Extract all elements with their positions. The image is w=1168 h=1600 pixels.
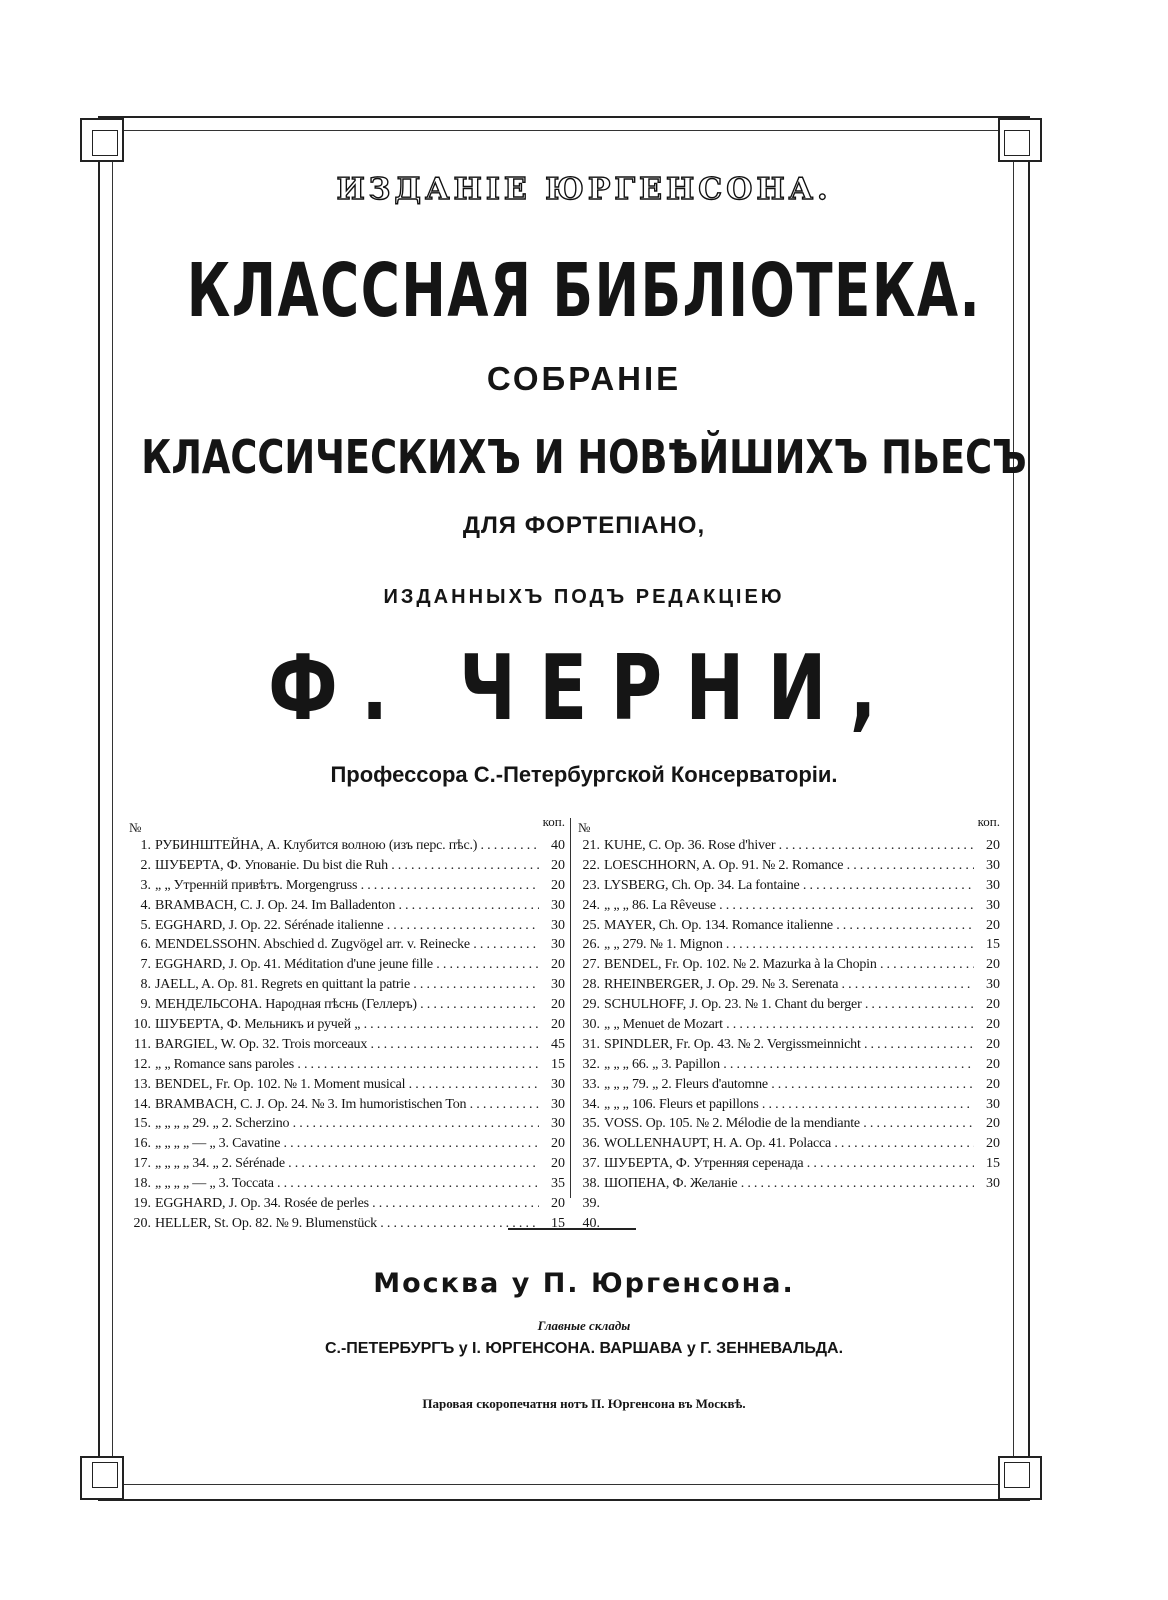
- catalog-number: 24.: [582, 897, 600, 913]
- catalog-price: 20: [976, 1035, 1000, 1055]
- catalog-number: 33.: [582, 1076, 600, 1092]
- catalog-row: [125, 995, 567, 1015]
- catalog-price: 35: [541, 1174, 565, 1194]
- catalog-row: [574, 1194, 1002, 1214]
- catalog-price: 20: [976, 1055, 1000, 1075]
- catalog-number: 18.: [133, 1176, 151, 1192]
- catalog-number: 20.: [133, 1215, 151, 1231]
- catalog-number: 37.: [582, 1156, 600, 1172]
- catalog-title: EGGHARD, J. Op. 22. Sérénade italienne . . .: [155, 916, 539, 936]
- catalog-row: [125, 1154, 567, 1174]
- catalog-number: 25.: [582, 917, 600, 933]
- catalog-number: 3.: [140, 877, 151, 893]
- catalog-price: 20: [976, 955, 1000, 975]
- catalog-price: 20: [541, 1134, 565, 1154]
- catalog-row: [125, 955, 567, 975]
- catalog-row: [574, 1134, 1002, 1154]
- catalog-row: [574, 1095, 1002, 1115]
- catalog-price: 20: [976, 916, 1000, 936]
- catalog-row: [125, 935, 567, 955]
- catalog-price: 30: [541, 1095, 565, 1115]
- catalog-title: KUHE, C. Op. 36. Rose d'hiver . . .: [604, 836, 974, 856]
- catalog-title: HELLER, St. Op. 82. № 9. Blumenstück . . .: [155, 1214, 539, 1234]
- catalog-title: BENDEL, Fr. Op. 102. № 2. Mazurka à la Chopin . . .: [604, 955, 974, 975]
- catalog-price: 20: [976, 1114, 1000, 1134]
- catalog-number: 13.: [133, 1076, 151, 1092]
- catalog-row: [574, 1174, 1002, 1194]
- edited-by-line: ИЗДАННЫХЪ ПОДЪ РЕДАКЦІЕЮ: [383, 586, 785, 608]
- catalog-row: [125, 1075, 567, 1095]
- catalog-number: 32.: [582, 1056, 600, 1072]
- catalog-price: 30: [541, 975, 565, 995]
- catalog-price: 30: [541, 1075, 565, 1095]
- corner-ornament-top-left: [80, 118, 132, 170]
- catalog-number: 38.: [582, 1176, 600, 1192]
- catalog-price: 20: [976, 1015, 1000, 1035]
- catalog-price: 30: [976, 876, 1000, 896]
- catalog-row: [125, 856, 567, 876]
- catalog-title: SCHULHOFF, J. Op. 23. № 1. Chant du berger . . .: [604, 995, 974, 1015]
- catalog-row: [125, 876, 567, 896]
- catalog-row: [574, 1214, 1002, 1234]
- catalog-row: [125, 1015, 567, 1035]
- catalog-number: 40.: [582, 1215, 600, 1231]
- catalog-title: „ „ Romance sans paroles . . .: [155, 1055, 539, 1075]
- catalog-number: 7.: [140, 957, 151, 973]
- catalog-row: [574, 935, 1002, 955]
- catalog-title: RHEINBERGER, J. Op. 29. № 3. Serenata . . .: [604, 975, 974, 995]
- catalog-price: 15: [976, 1154, 1000, 1174]
- catalog-number: 19.: [133, 1196, 151, 1212]
- number-header: №: [578, 820, 591, 835]
- catalog-number: 34.: [582, 1096, 600, 1112]
- catalog-title: МЕНДЕЛЬСОНА. Народная пѣснь (Геллеръ) . . .: [155, 995, 539, 1015]
- catalog-number: 9.: [140, 997, 151, 1013]
- printer-line: Паровая скоропечатня нотъ П. Юргенсона въ Москвѣ.: [422, 1396, 746, 1411]
- catalog-price: 20: [976, 836, 1000, 856]
- catalog-price: 30: [976, 896, 1000, 916]
- catalog-title: РУБИНШТЕЙНА, А. Клубится волною (изъ перс. пѣс.) . . .: [155, 836, 539, 856]
- catalog-row: [574, 1154, 1002, 1174]
- catalog-column-right: [574, 812, 1002, 1234]
- separator-rule: [508, 1228, 636, 1230]
- catalog-title: LOESCHHORN, A. Op. 91. № 2. Romance . . .: [604, 856, 974, 876]
- catalog-number: 11.: [134, 1036, 151, 1052]
- catalog-number: 8.: [140, 977, 151, 993]
- catalog-price: 20: [541, 955, 565, 975]
- catalog-row: [574, 1015, 1002, 1035]
- catalog-title: „ „ „ 79. „ 2. Fleurs d'automne . . .: [604, 1075, 974, 1095]
- catalog-number: 6.: [140, 937, 151, 953]
- catalog-row: [125, 896, 567, 916]
- catalog-title: MENDELSSOHN. Abschied d. Zugvögel arr. v. Reinecke . . .: [155, 935, 539, 955]
- catalog-price: 30: [976, 1095, 1000, 1115]
- catalog-title: SPINDLER, Fr. Op. 43. № 2. Vergissmeinnicht . . .: [604, 1035, 974, 1055]
- catalog-number: 23.: [582, 877, 600, 893]
- catalog-row: [574, 1035, 1002, 1055]
- catalog-price: 20: [541, 1194, 565, 1214]
- catalog-price: 15: [541, 1214, 565, 1234]
- catalog-title: „ „ „ „ — „ 3. Cavatine . . .: [155, 1134, 539, 1154]
- catalog-list-left: [125, 836, 567, 1234]
- catalog-row: [574, 975, 1002, 995]
- catalog-title: „ „ Утренній привѣтъ. Morgengruss . . .: [155, 876, 539, 896]
- catalog-price: 20: [541, 856, 565, 876]
- catalog-number: 30.: [582, 1017, 600, 1033]
- catalog-number: 22.: [582, 857, 600, 873]
- page-title: КЛАССНАЯ БИБЛІОТЕКА.: [186, 248, 982, 334]
- catalog-title: BARGIEL, W. Op. 32. Trois morceaux . . .: [155, 1035, 539, 1055]
- catalog-title: ШУБЕРТА, Ф. Упованіе. Du bist die Ruh . . .: [155, 856, 539, 876]
- catalog-row: [125, 916, 567, 936]
- catalog-title: EGGHARD, J. Op. 34. Rosée de perles . . .: [155, 1194, 539, 1214]
- catalog-title: VOSS. Op. 105. № 2. Mélodie de la mendiante . . .: [604, 1114, 974, 1134]
- catalog-number: 35.: [582, 1116, 600, 1132]
- catalog-price: 30: [541, 896, 565, 916]
- catalog-title: JAELL, A. Op. 81. Regrets en quittant la patrie . . .: [155, 975, 539, 995]
- catalog-number: 1.: [140, 838, 151, 853]
- catalog-row: [574, 955, 1002, 975]
- catalog-list-right: [574, 836, 1002, 1234]
- catalog-number: 15.: [133, 1116, 151, 1132]
- publisher-city: Москва у П. Юргенсона.: [373, 1268, 795, 1299]
- catalog-price: 30: [976, 1174, 1000, 1194]
- catalog-number: 28.: [582, 977, 600, 993]
- catalog-number: 17.: [133, 1156, 151, 1172]
- catalog-number: 31.: [582, 1036, 600, 1052]
- catalog-title: „ „ „ „ 34. „ 2. Sérénade . . .: [155, 1154, 539, 1174]
- catalog-title: „ „ „ „ — „ 3. Toccata . . .: [155, 1174, 539, 1194]
- catalog-column-left: [125, 812, 567, 1234]
- catalog-row: [574, 1055, 1002, 1075]
- catalog-row: [574, 876, 1002, 896]
- warehouses-label: Главные склады: [537, 1318, 631, 1333]
- catalog-title: „ „ „ 66. „ 3. Papillon . . .: [604, 1055, 974, 1075]
- catalog-title: ШОПЕНА, Ф. Желаніе . . .: [604, 1174, 974, 1194]
- catalog-row: [574, 916, 1002, 936]
- catalog-row: [125, 1035, 567, 1055]
- catalog-number: 12.: [133, 1056, 151, 1072]
- catalog-price: 20: [976, 1134, 1000, 1154]
- catalog-row: [125, 1174, 567, 1194]
- corner-ornament-top-right: [990, 118, 1042, 170]
- catalog-number: 21.: [582, 838, 600, 853]
- catalog-title: „ „ 279. № 1. Mignon . . .: [604, 935, 974, 955]
- catalog-row: [574, 896, 1002, 916]
- catalog-number: 29.: [582, 997, 600, 1013]
- catalog-price: 40: [541, 836, 565, 856]
- catalog-number: 27.: [582, 957, 600, 973]
- subtitle-instrument: ДЛЯ ФОРТЕПІАНО,: [462, 512, 706, 539]
- catalog-title: „ „ „ 86. La Rêveuse . . .: [604, 896, 974, 916]
- catalog-row: [125, 1114, 567, 1134]
- catalog-row: [125, 975, 567, 995]
- catalog-number: 4.: [140, 897, 151, 913]
- catalog-price: 30: [541, 916, 565, 936]
- catalog-header: [125, 812, 567, 836]
- catalog-price: 45: [541, 1035, 565, 1055]
- branch-locations: С.-ПЕТЕРБУРГЪ у I. ЮРГЕНСОНА. ВАРШАВА у Г. ЗЕННЕВАЛЬДА.: [324, 1340, 844, 1357]
- number-header: №: [129, 820, 142, 835]
- catalog-row: [574, 1114, 1002, 1134]
- catalog-title: „ „ Menuet de Mozart . . .: [604, 1015, 974, 1035]
- catalog-number: 2.: [140, 857, 151, 873]
- catalog-row: [574, 836, 1002, 856]
- catalog-row: [125, 1055, 567, 1075]
- catalog-price: 30: [976, 856, 1000, 876]
- catalog-title: „ „ „ 106. Fleurs et papillons . . .: [604, 1095, 974, 1115]
- catalog-row: [125, 1134, 567, 1154]
- catalog-price: 30: [976, 975, 1000, 995]
- subtitle-collection: СОБРАНІЕ: [486, 360, 682, 397]
- column-divider: [570, 818, 571, 1198]
- catalog-row: [125, 836, 567, 856]
- catalog-price: 15: [541, 1055, 565, 1075]
- catalog-price: 30: [541, 935, 565, 955]
- catalog-number: 16.: [133, 1136, 151, 1152]
- catalog-row: [574, 1075, 1002, 1095]
- catalog-title: ШУБЕРТА, Ф. Мельникъ и ручей „ . . .: [155, 1015, 539, 1035]
- catalog-number: 10.: [133, 1017, 151, 1033]
- catalog-title: LYSBERG, Ch. Op. 34. La fontaine . . .: [604, 876, 974, 896]
- corner-ornament-bottom-right: [990, 1448, 1042, 1500]
- catalog-price: 20: [541, 1154, 565, 1174]
- catalog-title: BRAMBACH, C. J. Op. 24. № 3. Im humoristischen Ton . . .: [155, 1095, 539, 1115]
- catalog-number: 39.: [582, 1196, 600, 1212]
- editor-name: Ф. ЧЕРНИ,: [268, 636, 900, 741]
- catalog-number: 36.: [582, 1136, 600, 1152]
- catalog-title: BRAMBACH, C. J. Op. 24. Im Balladenton . . .: [155, 896, 539, 916]
- catalog-price: 20: [541, 876, 565, 896]
- catalog-row: [125, 1214, 567, 1234]
- catalog-price: 20: [976, 1075, 1000, 1095]
- catalog-row: [574, 856, 1002, 876]
- catalog-row: [574, 995, 1002, 1015]
- catalog-price: 30: [541, 1114, 565, 1134]
- catalog-title: EGGHARD, J. Op. 41. Méditation d'une jeune fille . . .: [155, 955, 539, 975]
- catalog-row: [125, 1194, 567, 1214]
- catalog-title: WOLLENHAUPT, H. A. Op. 41. Polacca . . .: [604, 1134, 974, 1154]
- catalog-title: MAYER, Ch. Op. 134. Romance italienne . . .: [604, 916, 974, 936]
- catalog-row: [125, 1095, 567, 1115]
- corner-ornament-bottom-left: [80, 1448, 132, 1500]
- catalog-header: [574, 812, 1002, 836]
- catalog-price: 20: [976, 995, 1000, 1015]
- catalog-number: 14.: [133, 1096, 151, 1112]
- catalog-price: 20: [541, 995, 565, 1015]
- editor-title: Профессора С.-Петербургской Консерваторіи.: [330, 762, 838, 787]
- catalog-title: „ „ „ „ 29. „ 2. Scherzino . . .: [155, 1114, 539, 1134]
- publisher-line: ИЗДАНІЕ ЮРГЕНСОНА.: [336, 172, 832, 207]
- price-header: коп.: [977, 814, 1000, 829]
- catalog-price: 15: [976, 935, 1000, 955]
- price-header: коп.: [542, 814, 565, 829]
- catalog-number: 26.: [582, 937, 600, 953]
- catalog-title: ШУБЕРТА, Ф. Утренняя серенада . . .: [604, 1154, 974, 1174]
- catalog-title: BENDEL, Fr. Op. 102. № 1. Moment musical . . .: [155, 1075, 539, 1095]
- subtitle-pieces: КЛАССИЧЕСКИХЪ И НОВѢЙШИХЪ ПЬЕСЪ: [141, 430, 1027, 484]
- catalog-number: 5.: [140, 917, 151, 933]
- catalog-price: 20: [541, 1015, 565, 1035]
